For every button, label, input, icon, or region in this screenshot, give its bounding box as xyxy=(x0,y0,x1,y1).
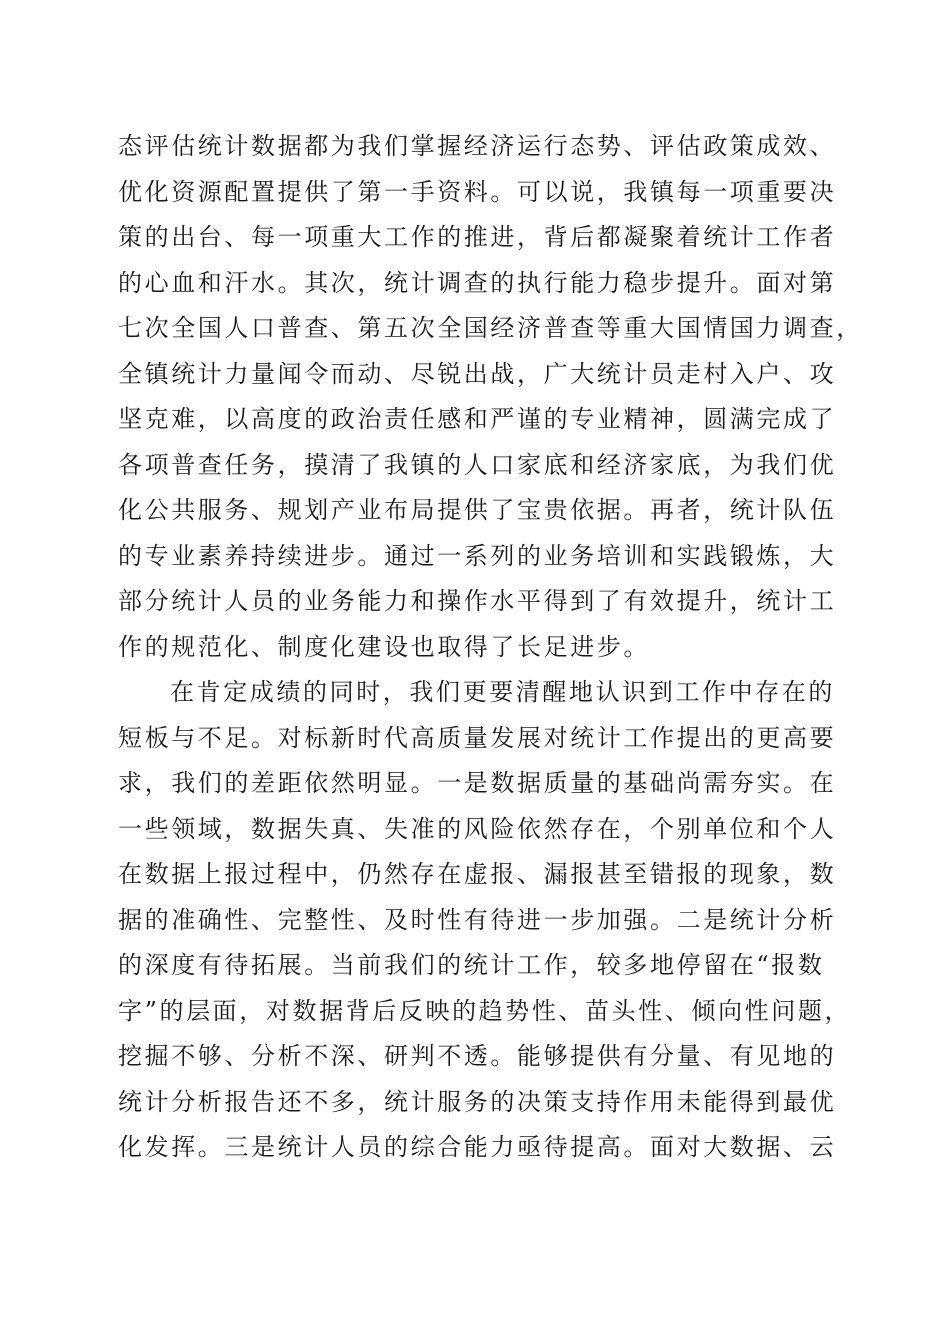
body-text xyxy=(118,124,863,1171)
text-line: 各项普查任务，摸清了我镇的人口家底和经济家底，为我们优 xyxy=(118,450,837,479)
text-line: 化发挥。三是统计人员的综合能力亟待提高。面对大数据、云 xyxy=(118,1133,837,1161)
text-line: 的专业素养持续进步。通过一系列的业务培训和实践锻炼，大 xyxy=(118,541,837,570)
text-line: 化公共服务、规划产业布局提供了宝贵依据。再者，统计队伍 xyxy=(118,496,837,524)
text-line: 统计分析报告还不多，统计服务的决策支持作用未能得到最优 xyxy=(118,1087,837,1116)
paragraph-start-line: 在肯定成绩的同时，我们更要清醒地认识到工作中存在的 xyxy=(170,678,835,706)
text-line: 短板与不足。对标新时代高质量发展对统计工作提出的更高要 xyxy=(118,723,837,752)
text-line: 字”的层面，对数据背后反映的趋势性、苗头性、倾向性问题， xyxy=(118,996,852,1025)
text-line: 求，我们的差距依然明显。一是数据质量的基础尚需夯实。在 xyxy=(118,769,837,797)
text-line: 坚克难，以高度的政治责任感和严谨的专业精神，圆满完成了 xyxy=(118,405,837,433)
text-line: 优化资源配置提供了第一手资料。可以说，我镇每一项重要决 xyxy=(118,177,837,206)
text-line: 挖掘不够、分析不深、研判不透。能够提供有分量、有见地的 xyxy=(118,1042,837,1070)
text-line: 作的规范化、制度化建设也取得了长足进步。 xyxy=(118,632,650,661)
text-line: 在数据上报过程中，仍然存在虚报、漏报甚至错报的现象，数 xyxy=(118,860,837,888)
text-line: 七次全国人口普查、第五次全国经济普查等重大国情国力调查， xyxy=(118,314,863,342)
text-line: 全镇统计力量闻令而动、尽锐出战，广大统计员走村入户、攻 xyxy=(118,359,837,388)
text-line: 一些领域，数据失真、失准的风险依然存在，个别单位和个人 xyxy=(118,814,837,843)
text-line: 的深度有待拓展。当前我们的统计工作，较多地停留在“报数 xyxy=(118,951,825,979)
text-line: 部分统计人员的业务能力和操作水平得到了有效提升，统计工 xyxy=(118,587,837,615)
text-line: 的心血和汗水。其次，统计调查的执行能力稳步提升。面对第 xyxy=(118,268,837,297)
text-line: 据的准确性、完整性、及时性有待进一步加强。二是统计分析 xyxy=(118,905,837,934)
text-line: 策的出台、每一项重大工作的推进，背后都凝聚着统计工作者 xyxy=(118,223,837,251)
text-line: 态评估统计数据都为我们掌握经济运行态势、评估政策成效、 xyxy=(118,132,837,160)
